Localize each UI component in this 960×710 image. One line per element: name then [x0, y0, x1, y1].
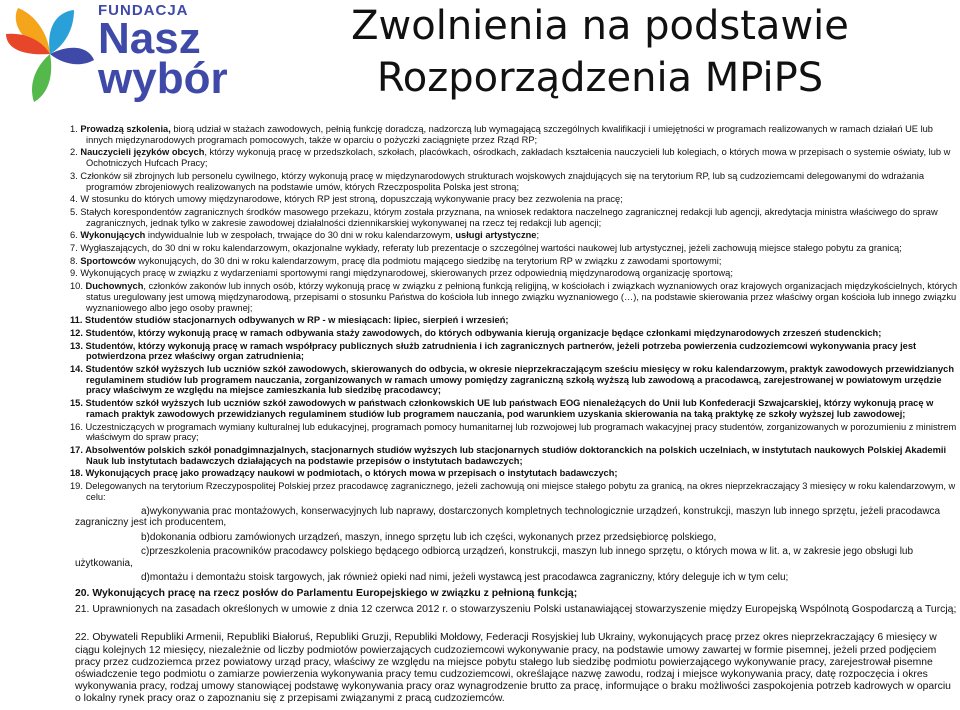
item-number: 4.: [70, 194, 78, 205]
item-number: 18.: [70, 468, 83, 479]
sub-list-item: [75, 546, 958, 569]
list-item: [70, 422, 958, 443]
list-item: [75, 632, 958, 705]
item-number: 17.: [70, 444, 83, 455]
list-item: [70, 468, 958, 479]
item-number: 20.: [75, 588, 90, 600]
list-item: [70, 315, 958, 326]
item-text: ;: [536, 230, 540, 241]
sub-item-text: b)dokonania odbioru zamówionych urządzeń, maszyn, innego sprzętu lub ich części, wykonanych przez przedsiębiorcę polskiego,: [141, 531, 717, 543]
list-item: [70, 281, 958, 313]
item-text: Uprawnionych na zasadach określonych w umowie z dnia 12 czerwca 2012 r. o stowarzyszeniu Polski ustanawiającej stowarzyszenie między Europejską Wspólnotą Gospodarczą a Turcją;: [92, 604, 957, 616]
item-bold-text: Wykonujących: [80, 230, 146, 241]
item-text: wykonujących, do 30 dni w roku kalendarzowym, pracę dla podmiotu mającego siedzibę na terytorium RP w związku z zawodami sportowymi;: [135, 255, 722, 266]
item-number: 3.: [70, 170, 78, 181]
logo-petal-green: [32, 54, 51, 102]
logo-line-1: FUNDACJA: [98, 2, 189, 19]
item-text: Studentów, którzy wykonują pracę w ramach współpracy publicznych służb zatrudnienia i ich zagranicznych partnerów, jeżeli potrzeba powierzenia cudzoziemcowi wykonywania pracy jest potwierdzona przez właściwy organ zatrudnienia;: [85, 340, 917, 362]
item-number: 11.: [70, 315, 83, 326]
list-item: [70, 194, 958, 205]
item-bold-text: Duchownych: [85, 281, 144, 292]
sub-item-text: c)przeszkolenia pracowników pracodawcy polskiego będącego odbiorcą urządzeń, konstrukcji, maszyn lub innego sprzętu, o których mowa w lit. a, w zakresie jego obsługi lub użytkowania,: [75, 546, 914, 569]
item-bold-text: Sportowców: [80, 255, 136, 266]
item-number: 9.: [70, 268, 78, 279]
list-item: [70, 171, 958, 192]
list-item: [70, 230, 958, 241]
logo-petal-navy: [50, 48, 94, 65]
logo-petal-blue: [49, 10, 74, 54]
item-number: 16.: [70, 421, 83, 432]
item-text: biorą udział w stażach zawodowych, pełnią funkcję doradczą, nadzorczą lub wymagającą szczególnych kwalifikacji i umiejętności w programach realizowanych w ramach działań UE lub innych międzynarodowych programach pomocowych, także w oparciu o pożyczki zaciągnięte przez Rząd RP;: [86, 124, 933, 145]
item-number: 5.: [70, 206, 78, 217]
spacer: [70, 620, 958, 628]
exemptions-list: [70, 124, 958, 710]
list-item: [70, 256, 958, 267]
logo-line-2: Nasz: [98, 14, 201, 63]
item-number: 10.: [70, 281, 83, 292]
item-text: Studentów szkół wyższych lub uczniów szkół zawodowych, skierowanych do odbycia, w okresie nieprzekraczającym sześciu miesięcy w roku kalendarzowym, praktyk zawodowych przewidzianych regulaminem studiów lub programem nauczania, zorganizowanych w ramach umowy pomiędzy zagraniczną szkołą wyższą lub zawodową a pracodawcą, zarejestrowanej w powiatowym urzędzie pracy właściwym ze względu na miejsce zamieszkania lub siedzibę pracodawcy;: [85, 364, 955, 396]
list-item: [70, 481, 958, 502]
list-item: [70, 364, 958, 396]
item-text: Członków sił zbrojnych lub personelu cywilnego, którzy wykonują pracę w międzynarodowych strukturach wojskowych znajdujących się na terytorium RP, lub są cudzoziemcami delegowanymi do wdrażania programów zbrojeniowych realizowanych na podstawie umów, których Rzeczpospolita Polska jest stroną;: [80, 170, 925, 192]
item-number: 12.: [70, 327, 83, 338]
item-text: , którzy wykonują pracę w przedszkolach, szkołach, placówkach, ośrodkach, zakładach kształcenia nauczycieli lub kolegiach, o których mowa w przepisach o systemie oświaty, lub w Ochotniczych Hufcach Pracy;: [86, 147, 951, 169]
item-number: 7.: [70, 243, 78, 254]
item-number: 19.: [70, 481, 83, 492]
list-item: [70, 268, 958, 279]
item-bold-text: Nauczycieli języków obcych: [80, 147, 205, 158]
item-text: Absolwentów polskich szkół ponadgimnazjalnych, stacjonarnych studiów wyższych lub stacjonarnych studiów doktoranckich na polskich uczelniach, w instytutach naukowych Polskiej Akademii Nauk lub instytutach badawczych działających na podstawie przepisów o instytutach badawczych;: [85, 444, 947, 466]
item-text: Studentów szkół wyższych lub uczniów szkół zawodowych w państwach członkowskich UE lub państwach EOG nienależących do Unii lub Konfederacji Szwajcarskiej, którzy wykonują pracę w ramach praktyk zawodowych przewidzianych regulaminem studiów lub programem nauczania, pod warunkiem uzyskania skierowania na taką praktykę ze szkoły wyższej lub zawodowej;: [85, 398, 934, 419]
sub-item-text: a)wykonywania prac montażowych, konserwacyjnych lub naprawy, dostarczonych kompletnych technologicznie urządzeń, konstrukcji, maszyn lub innego sprzętu, jeżeli pracodawca zagraniczny jest ich producentem,: [75, 505, 941, 529]
item-text: W stosunku do których umowy międzynarodowe, których RP jest stroną, dopuszczają wykonywanie pracy bez zezwolenia na pracę;: [80, 194, 623, 205]
item-text: Obywateli Republiki Armenii, Republiki Białoruś, Republiki Gruzji, Republiki Mołdowy, Federacji Rosyjskiej lub Ukrainy, wykonujących pracę przez okres nieprzekraczający 6 miesięcy w ciągu kolejnych 12 miesięcy, niezależnie od liczby podmiotów powierzających cudzoziemcowi wykonywanie pracy, na podstawie umowy zawartej w formie pisemnej, jeżeli przed podjęciem pracy przez cudzoziemca przez powiatowy urząd pracy, właściwy ze względu na miejsce pobytu stałego lub siedzibę podmiotu powierzającego wykonywanie pracy, zarejestrował pisemne oświadczenie tego podmiotu o zamiarze powierzenia wykonywania pracy temu cudzoziemcowi, określające nazwę zawodu, rodzaj i miejsce wykonywania pracy, datę rozpoczęcia i okres wykonywania pracy, rodzaj umowy stanowiącej podstawę wykonywania pracy oraz wynagrodzenie brutto za pracę, informujące o braku możliwości zaspokojenia potrzeb kadrowych w oparciu o lokalny rynek pracy oraz o zapoznaniu się z przepisami związanymi z pracą cudzoziemców.: [75, 632, 951, 705]
item-number: 21.: [75, 604, 90, 616]
sub-item-text: d)montażu i demontażu stoisk targowych, jak również opieki nad nimi, jeżeli wystawcą jest pracodawca zagraniczny, który deleguje ich w tym celu;: [141, 572, 789, 584]
item-text: Delegowanych na terytorium Rzeczypospolitej Polskiej przez pracodawcę zagranicznego, jeżeli zachowują oni miejsce stałego pobytu za granicą, na okres nieprzekraczający 3 miesięcy w roku kalendarzowym, w celu:: [85, 481, 956, 502]
list-item: [75, 604, 958, 616]
item-text: Wykonujących pracę na rzecz posłów do Parlamentu Europejskiego w związku z pełnioną funkcją;: [92, 588, 578, 600]
list-item: [70, 341, 958, 362]
item-text: Studentów studiów stacjonarnych odbywanych w RP - w miesiącach: lipiec, sierpień i wrzesień;: [85, 315, 509, 326]
item-number: 15.: [70, 398, 83, 409]
page-title-line-1: Zwolnienia na podstawie: [351, 3, 849, 49]
list-item: [70, 243, 958, 254]
item-text: Wykonujących pracę w związku z wydarzeniami sportowymi rangi międzynarodowej, skierowanych przez odpowiednią międzynarodową organizację sportową;: [80, 268, 733, 279]
item-number: 8.: [70, 255, 78, 266]
item-text: Uczestniczących w programach wymiany kulturalnej lub edukacyjnej, programach pomocy humanitarnej lub rozwojowej lub programach wakacyjnej pracy studentów, zorganizowanych w porozumieniu z ministrem właściwym do spraw pracy;: [85, 421, 957, 443]
item-text: indywidualnie lub w zespołach, trwające do 30 dni w roku kalendarzowym,: [145, 230, 456, 241]
foundation-logo: [0, 0, 240, 112]
list-item: [70, 328, 958, 339]
list-item: [75, 588, 958, 600]
butterfly-logo-icon: [4, 4, 96, 104]
item-number: 6.: [70, 230, 78, 241]
sub-list-item: [75, 572, 958, 584]
item-number: 14.: [70, 364, 83, 375]
list-item: [70, 398, 958, 419]
page-title: [240, 0, 960, 104]
item-number: 13.: [70, 340, 83, 351]
item-text: , członków zakonów lub innych osób, którzy wykonują pracę w związku z pełnioną funkcją religijną, w kościołach i związkach wyznaniowych oraz krajowych organizacjach międzykościelnych, których status uregulowany jest umową międzynarodową, przepisami o stosunku Państwa do kościoła lub innego związku wyznaniowego (…), na podstawie skierowania przez właściwy organ kościoła lub innego związku wyznaniowego albo jego osoby prawnej;: [86, 281, 958, 313]
list-item: [70, 207, 958, 228]
item-text: Wykonujących pracę jako prowadzący naukowi w podmiotach, o których mowa w przepisach o instytutach badawczych;: [85, 468, 618, 479]
item-text: Wygłaszających, do 30 dni w roku kalendarzowym, okazjonalne wykłady, referaty lub prezentacje o szczególnej wartości naukowej lub artystycznej, jeżeli zachowują miejsce stałego pobytu za granicą;: [80, 243, 902, 254]
list-item: [70, 124, 958, 145]
item-text: Stałych korespondentów zagranicznych środków masowego przekazu, którym została przyznana, na wniosek redaktora naczelnego zagranicznej redakcji lub agencji, akredytacja ministra właściwego do spraw zagranicznych, jednak tylko w zakresie zawodowej działalności dziennikarskiej wykonywanej na rzecz tej redakcji lub agencji;: [80, 206, 938, 228]
sub-list-item: [75, 506, 958, 529]
item-bold-text: usługi artystyczne: [455, 230, 537, 241]
list-item: [70, 147, 958, 168]
logo-line-3: wybór: [98, 54, 228, 103]
sub-list-item: [75, 532, 958, 544]
item-number: 2.: [70, 147, 78, 158]
list-item: [70, 445, 958, 466]
item-text: Studentów, którzy wykonują pracę w ramach odbywania staży zawodowych, do których odbywania kierują organizacje będące członkami międzynarodowych zrzeszeń studenckich;: [85, 327, 882, 338]
item-bold-text: Prowadzą szkolenia,: [80, 124, 171, 134]
logo-text: [98, 2, 228, 103]
page-title-line-2: Rozporządzenia MPiPS: [376, 55, 824, 101]
item-number: 22.: [75, 632, 90, 644]
item-number: 1.: [70, 124, 78, 134]
